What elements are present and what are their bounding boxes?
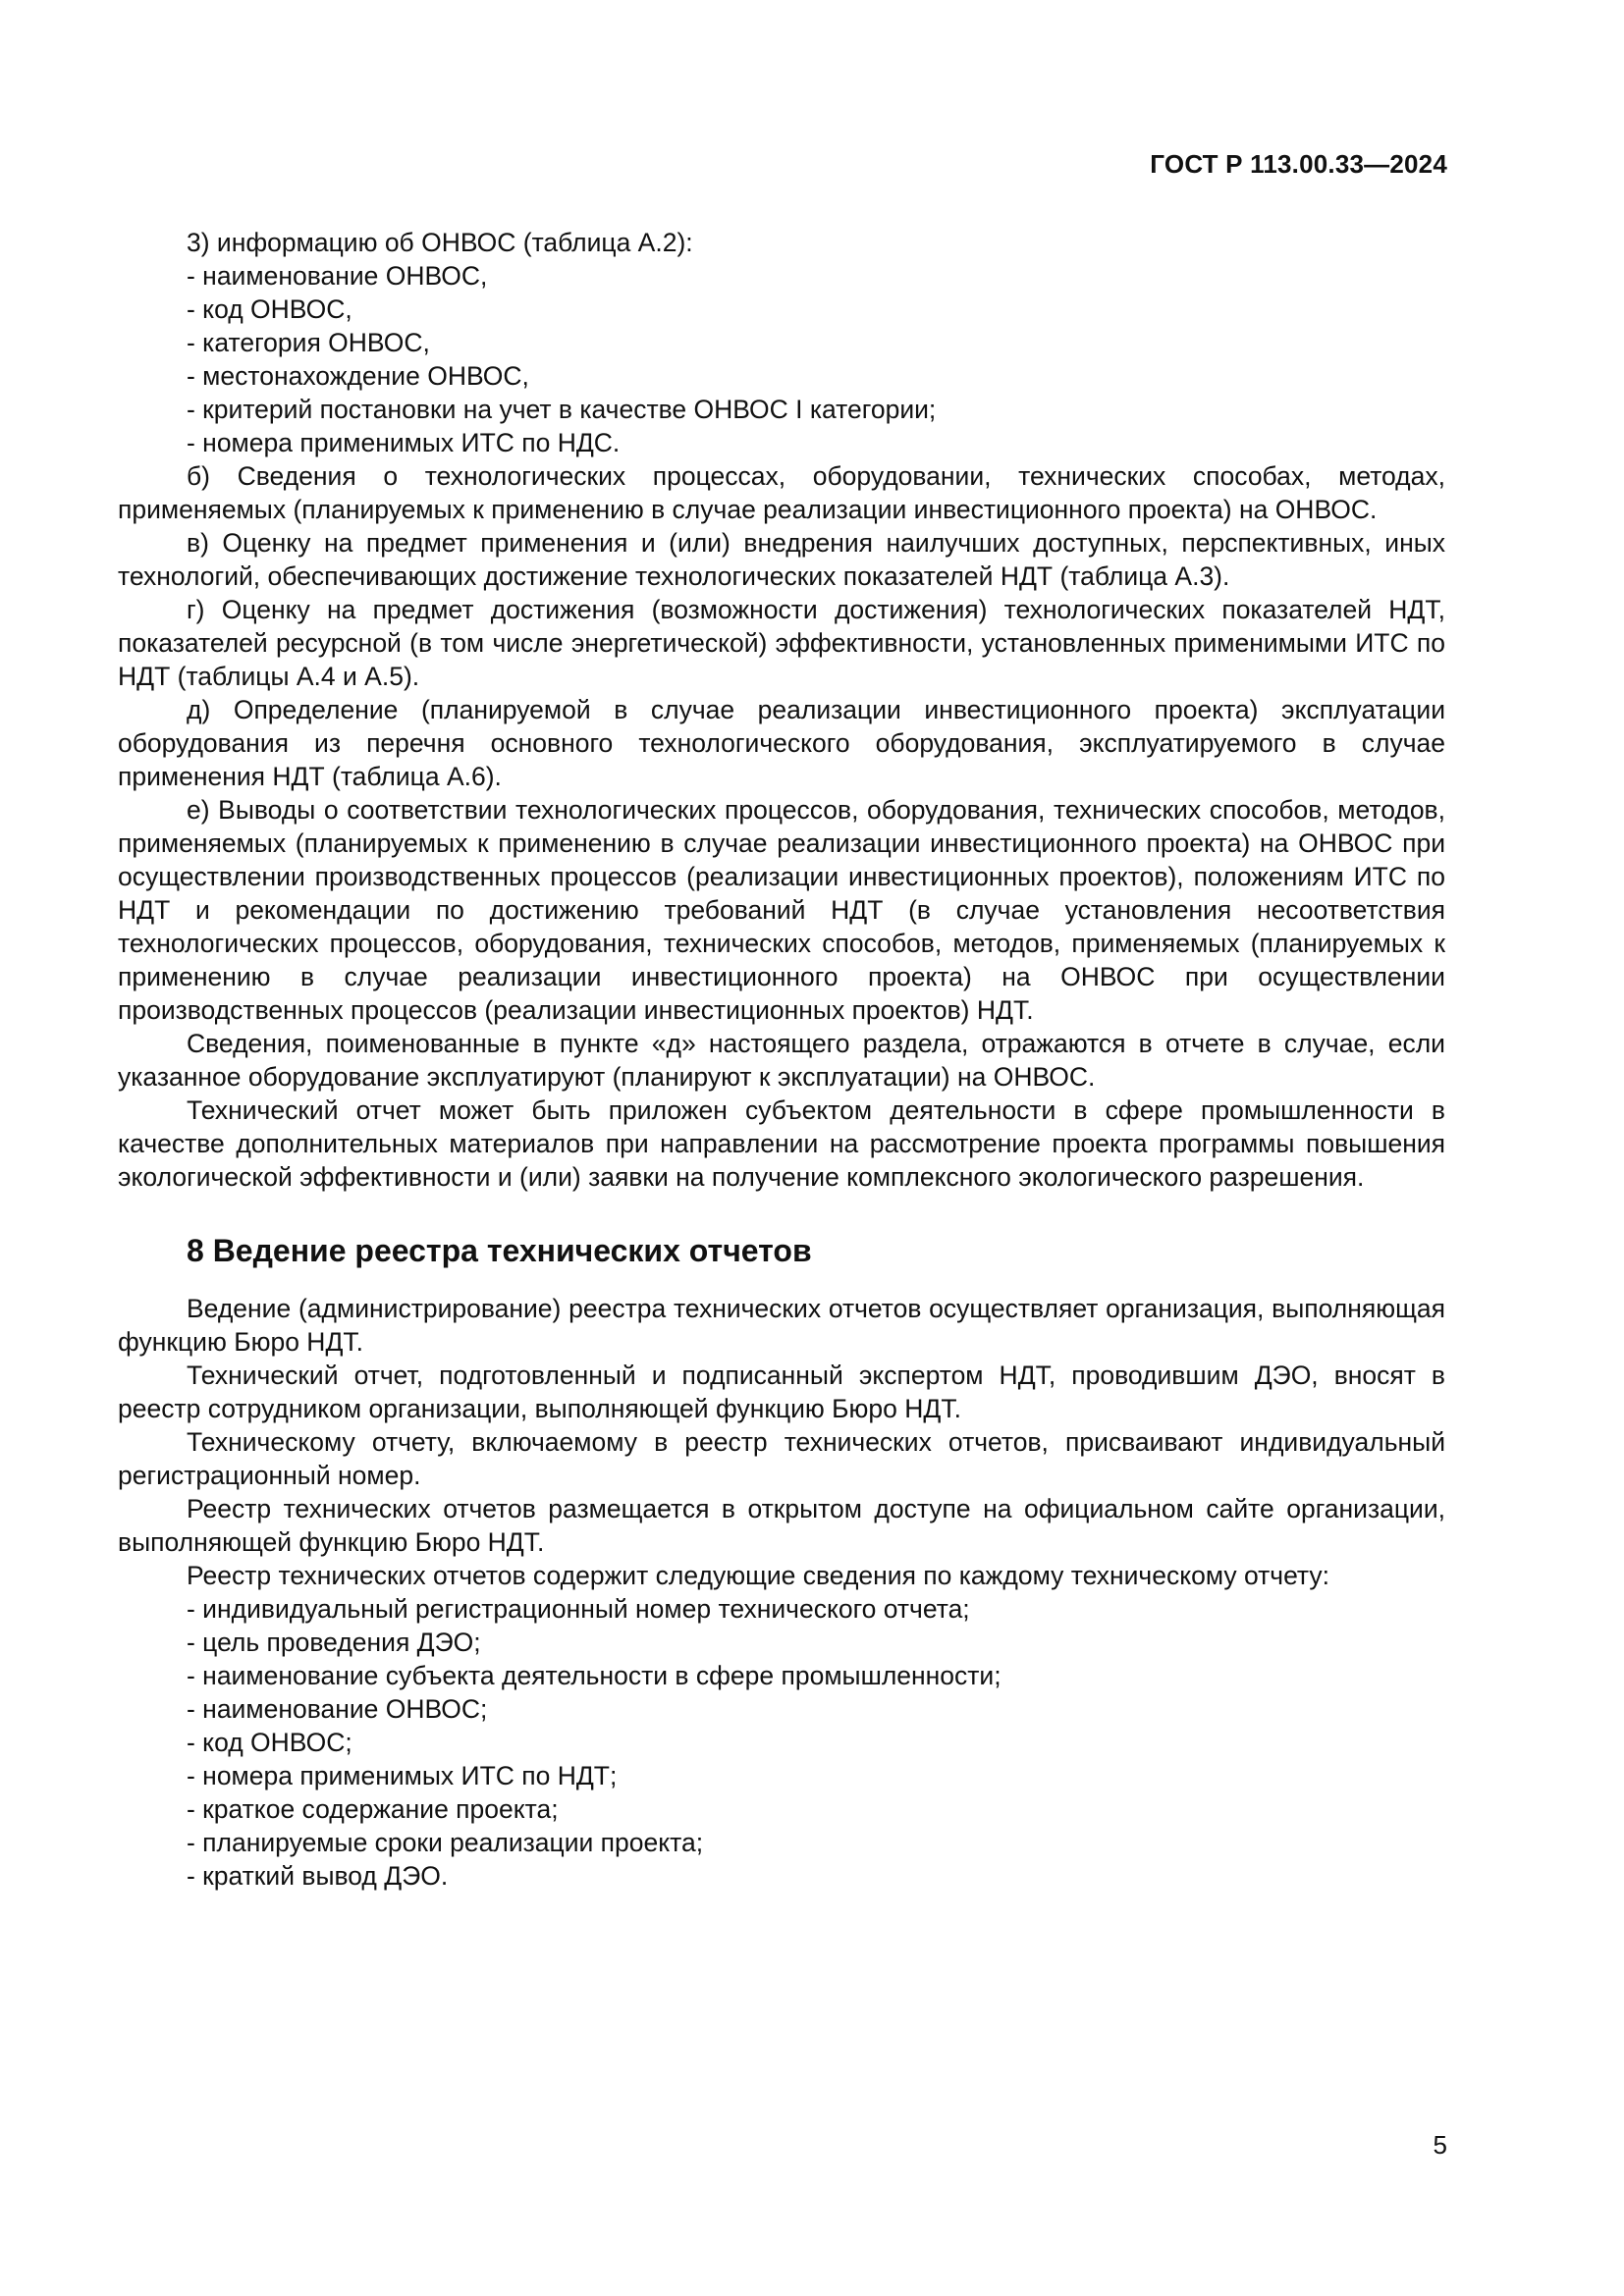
list-item: - наименование субъекта деятельности в сфере промышленности;: [187, 1661, 1001, 1690]
list-item: - наименование ОНВОС,: [187, 261, 488, 291]
list-item: - категория ОНВОС,: [187, 328, 430, 357]
list-item: - наименование ОНВОС;: [187, 1694, 488, 1724]
document-header: ГОСТ Р 113.00.33—2024: [1150, 149, 1447, 179]
list-item: - код ОНВОС;: [187, 1728, 352, 1757]
section-8-paragraph-4: Реестр технических отчетов размещается в открытом доступе на официальном сайте организации, выполняющей функцию Бюро НДТ.: [118, 1494, 1445, 1557]
list-item: - краткое содержание проекта;: [187, 1794, 559, 1824]
paragraph-g: г) Оценку на предмет достижения (возможности достижения) технологических показателей НДТ, показателей ресурсной (в том числе энергетической) эффективности, установленных применимыми ИТС по НДТ (таблицы А.4 и А.5).: [118, 595, 1445, 691]
list-item: - код ОНВОС,: [187, 294, 352, 324]
section-8-paragraph-3: Техническому отчету, включаемому в реестр технических отчетов, присваивают индивидуальный регистрационный номер.: [118, 1427, 1445, 1490]
list-item: - критерий постановки на учет в качестве ОНВОС I категории;: [187, 395, 937, 424]
paragraph-svedeniya: Сведения, поименованные в пункте «д» настоящего раздела, отражаются в отчете в случае, если указанное оборудование эксплуатируют (планируют к эксплуатации) на ОНВОС.: [118, 1029, 1445, 1092]
list-item: - цель проведения ДЭО;: [187, 1628, 481, 1657]
list-item: - номера применимых ИТС по НДС.: [187, 428, 621, 457]
list-item: - индивидуальный регистрационный номер технического отчета;: [187, 1594, 970, 1624]
list-item: - номера применимых ИТС по НДТ;: [187, 1761, 618, 1790]
list-item: - планируемые сроки реализации проекта;: [187, 1828, 704, 1857]
item-3-intro: 3) информацию об ОНВОС (таблица А.2):: [187, 228, 693, 257]
list-item: - местонахождение ОНВОС,: [187, 361, 529, 391]
paragraph-d: д) Определение (планируемой в случае реализации инвестиционного проекта) эксплуатации оборудования из перечня основного технологического оборудования, эксплуатируемого в случае применения НДТ (таблица А.6).: [118, 695, 1445, 791]
section-8-paragraph-1: Ведение (администрирование) реестра технических отчетов осуществляет организация, выполняющая функцию Бюро НДТ.: [118, 1294, 1445, 1357]
section-8-paragraph-2: Технический отчет, подготовленный и подписанный экспертом НДТ, проводившим ДЭО, вносят в реестр сотрудником организации, выполняющей функцию Бюро НДТ.: [118, 1361, 1445, 1423]
section-8-heading: 8 Ведение реестра технических отчетов: [187, 1233, 812, 1268]
section-8-paragraph-5: Реестр технических отчетов содержит следующие сведения по каждому техническому отчету:: [187, 1561, 1329, 1590]
list-item: - краткий вывод ДЭО.: [187, 1861, 449, 1891]
paragraph-b: б) Сведения о технологических процессах, оборудовании, технических способах, методах, применяемых (планируемых к применению в случае реализации инвестиционного проекта) на ОНВОС.: [118, 461, 1445, 524]
page-number: 5: [1433, 2130, 1447, 2160]
paragraph-tech-report: Технический отчет может быть приложен субъектом деятельности в сфере промышленности в качестве дополнительных материалов при направлении на рассмотрение проекта программы повышения экологической эффективности и (или) заявки на получение комплексного экологического разрешения.: [118, 1095, 1445, 1192]
document-body: [118, 226, 1445, 1893]
paragraph-e: е) Выводы о соответствии технологических процессов, оборудования, технических способов, методов, применяемых (планируемых к применению в случае реализации инвестиционного проекта) на ОНВОС при осуществлении производственных процессов (реализации инвестиционных проектов), положениям ИТС по НДТ и рекомендации по достижению требований НДТ (в случае установления несоответствия технологических процессов, оборудования, технических способов, методов, применяемых (планируемых к применению в случае реализации инвестиционного проекта) на ОНВОС при осуществлении производственных процессов (реализации инвестиционных проектов) НДТ.: [118, 795, 1445, 1025]
paragraph-v: в) Оценку на предмет применения и (или) внедрения наилучших доступных, перспективных, иных технологий, обеспечивающих достижение технологических показателей НДТ (таблица А.3).: [118, 528, 1445, 591]
